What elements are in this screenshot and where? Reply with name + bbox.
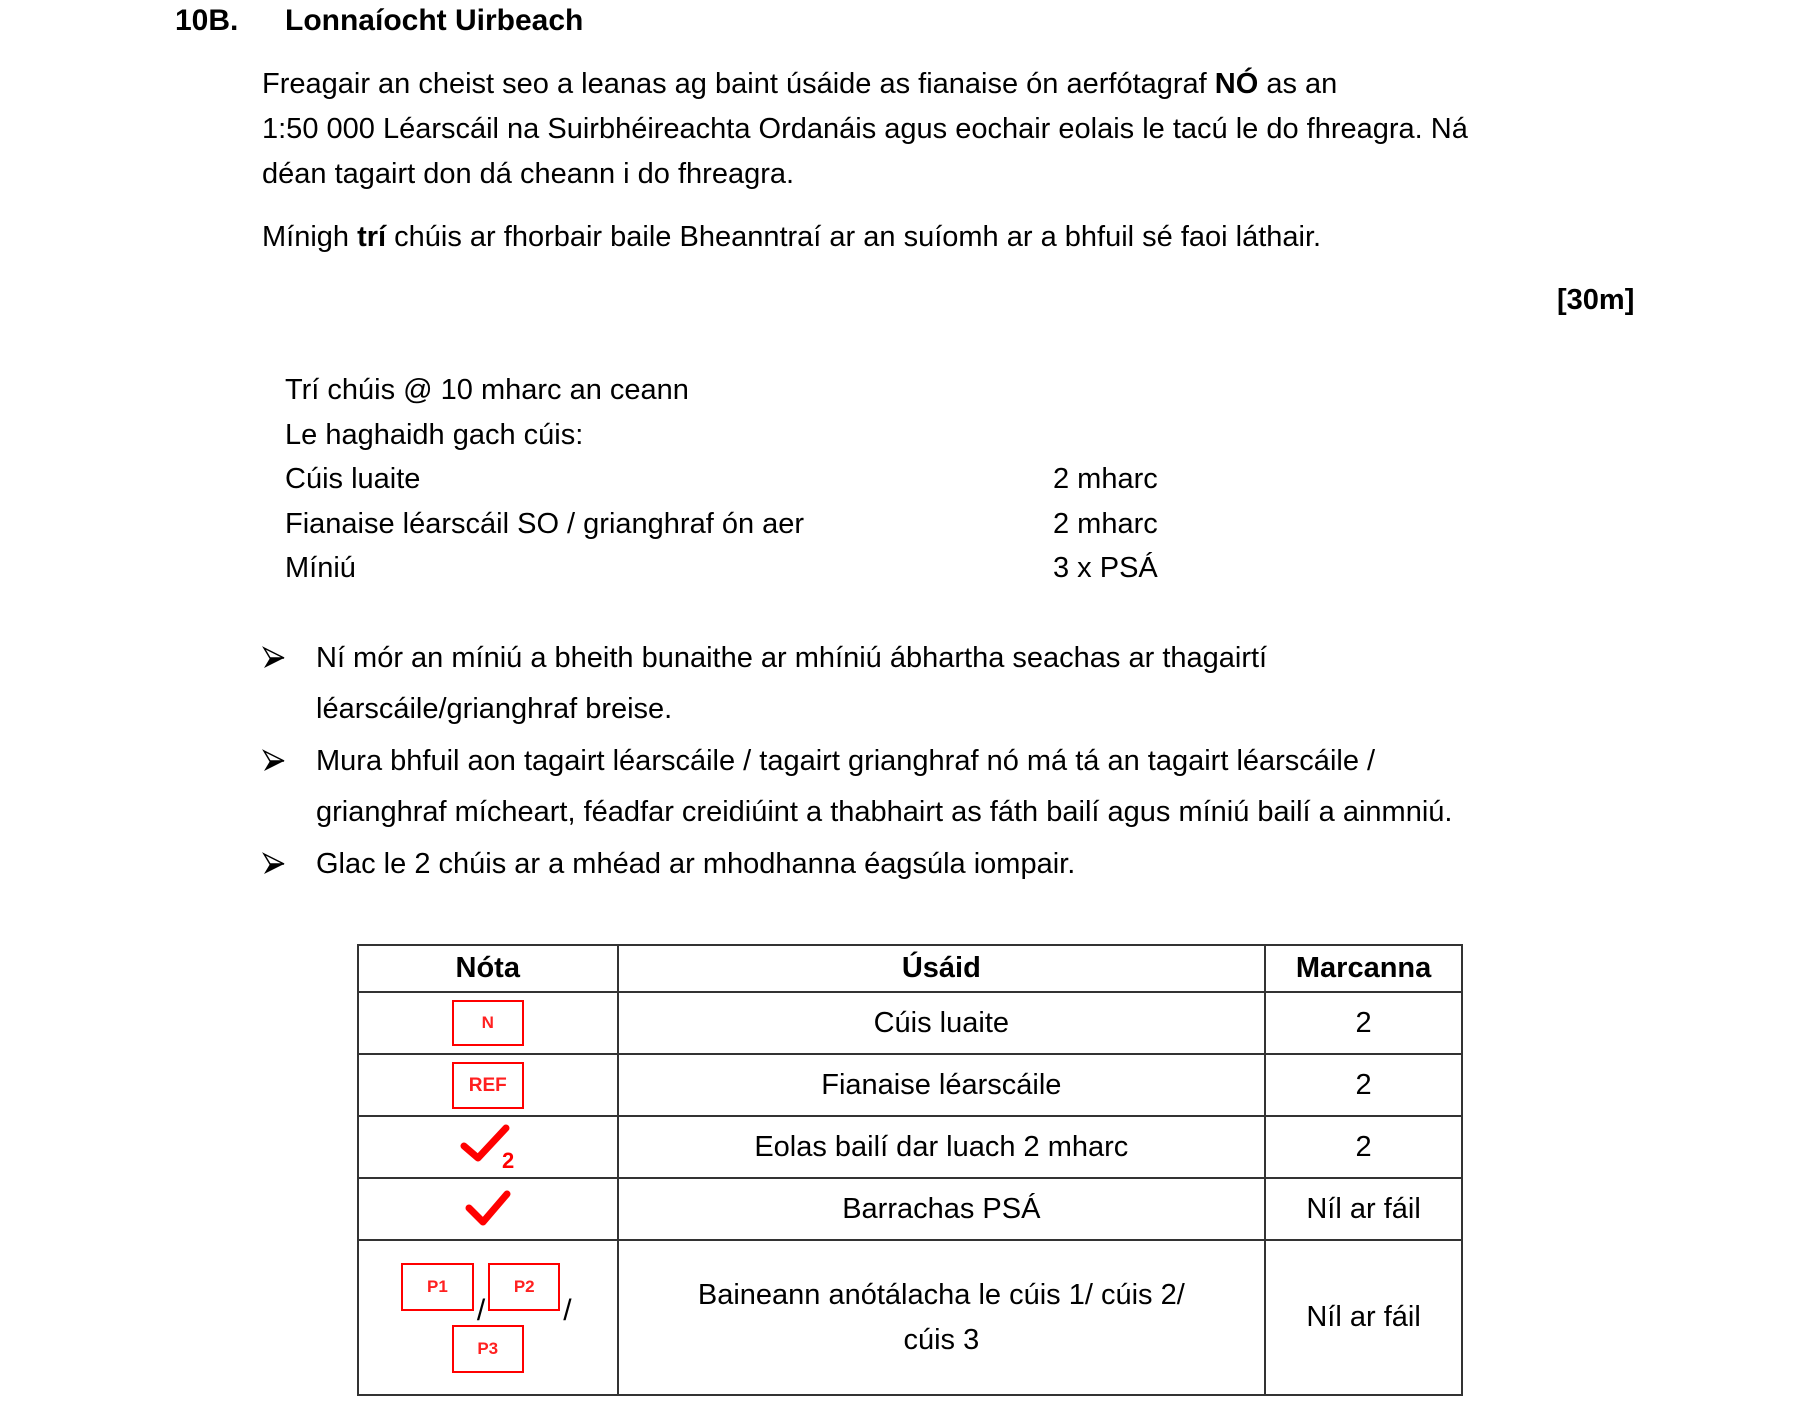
usage-cell: Fianaise léarscáile (618, 1054, 1266, 1116)
note-cell (358, 1116, 618, 1178)
table-row (358, 1240, 1462, 1395)
header-marks: Marcanna (1265, 945, 1462, 992)
note-cell (358, 1054, 618, 1116)
criterion-value: 3 x PSÁ (1053, 552, 1158, 584)
usage-line: cúis 3 (903, 1323, 980, 1356)
task-statement (262, 220, 1321, 254)
table-row (358, 1054, 1462, 1116)
instruction-text: Freagair an cheist seo a leanas ag baint úsáide as fianaise ón aerfótagraf (262, 68, 1215, 100)
tag-p3: P3 (452, 1325, 524, 1373)
arrow-bullet-icon (262, 852, 286, 876)
tag-p2: P2 (488, 1263, 560, 1311)
criterion-label: Míniú (285, 552, 356, 584)
scheme-per-reason: Le haghaidh gach cúis: (285, 419, 584, 451)
tag-n: N (452, 1000, 524, 1046)
part-tags-row (359, 1325, 617, 1373)
note-line: léarscáile/grianghraf breise. (316, 693, 673, 725)
criterion-label: Fianaise léarscáil SO / grianghraf ón aer (285, 508, 805, 540)
instruction-line-1 (262, 67, 1337, 101)
table-row (358, 992, 1462, 1054)
marks-cell: 2 (1265, 1054, 1462, 1116)
scheme-intro: Trí chúis @ 10 mharc an ceann (285, 374, 689, 406)
table-row (358, 1116, 1462, 1178)
question-title: Lonnaíocht Uirbeach (285, 4, 584, 37)
arrow-bullet-icon (262, 646, 286, 670)
criterion-value: 2 mharc (1053, 508, 1158, 540)
header-note: Nóta (358, 945, 618, 992)
note-cell (358, 992, 618, 1054)
usage-cell: Cúis luaite (618, 992, 1266, 1054)
usage-line: Baineann anótálacha le cúis 1/ cúis 2/ (697, 1278, 1185, 1311)
question-number: 10B. (175, 4, 239, 37)
note-line: Mura bhfuil aon tagairt léarscáile / tagairt grianghraf nó má tá an tagairt léarscáile / (316, 745, 1376, 777)
note-line: Ní mór an míniú a bheith bunaithe ar mhíniú ábhartha seachas ar thagairtí (316, 642, 1268, 674)
tick-icon (463, 1188, 513, 1230)
svg-text:2: 2 (501, 1148, 514, 1170)
tick-2-icon (458, 1124, 518, 1170)
note-line: Glac le 2 chúis ar a mhéad ar mhodhanna éagsúla iompair. (316, 848, 1076, 880)
note-line: grianghraf mícheart, féadfar creidiúint a thabhairt as fáth bailí agus míniú bailí a ainmniú. (316, 796, 1453, 828)
usage-cell: Eolas bailí dar luach 2 mharc (618, 1116, 1266, 1178)
instruction-line-2: 1:50 000 Léarscáil na Suirbhéireachta Ordanáis agus eochair eolais le tacú le do fhreagra. Ná (262, 113, 1468, 145)
table-header-row (358, 945, 1462, 992)
note-cell (358, 1240, 618, 1395)
task-emphasis: trí (357, 221, 387, 253)
task-text: Mínigh (262, 221, 358, 253)
arrow-bullet-icon (262, 749, 286, 773)
marks-cell: Níl ar fáil (1265, 1178, 1462, 1240)
marks-cell: Níl ar fáil (1265, 1240, 1462, 1395)
criterion-value: 2 mharc (1053, 463, 1158, 495)
usage-cell (618, 1240, 1266, 1395)
criterion-label: Cúis luaite (285, 463, 421, 495)
tag-p1: P1 (401, 1263, 474, 1311)
marks-cell: 2 (1265, 992, 1462, 1054)
usage-cell: Barrachas PSÁ (618, 1178, 1266, 1240)
header-usage: Úsáid (618, 945, 1266, 992)
note-cell (358, 1178, 618, 1240)
marks-cell: 2 (1265, 1116, 1462, 1178)
part-tags-row: P1/P2/ (359, 1263, 617, 1311)
instruction-emphasis: NÓ (1214, 68, 1259, 100)
instruction-line-3: déan tagairt don dá cheann i do fhreagra. (262, 158, 795, 190)
tag-ref: REF (452, 1062, 524, 1109)
marks-total: [30m] (1557, 284, 1635, 316)
annotation-table (357, 944, 1463, 1396)
task-text: chúis ar fhorbair baile Bheanntraí ar an suíomh ar a bhfuil sé faoi láthair. (386, 221, 1322, 253)
instruction-text: as an (1258, 68, 1338, 100)
table-row (358, 1178, 1462, 1240)
